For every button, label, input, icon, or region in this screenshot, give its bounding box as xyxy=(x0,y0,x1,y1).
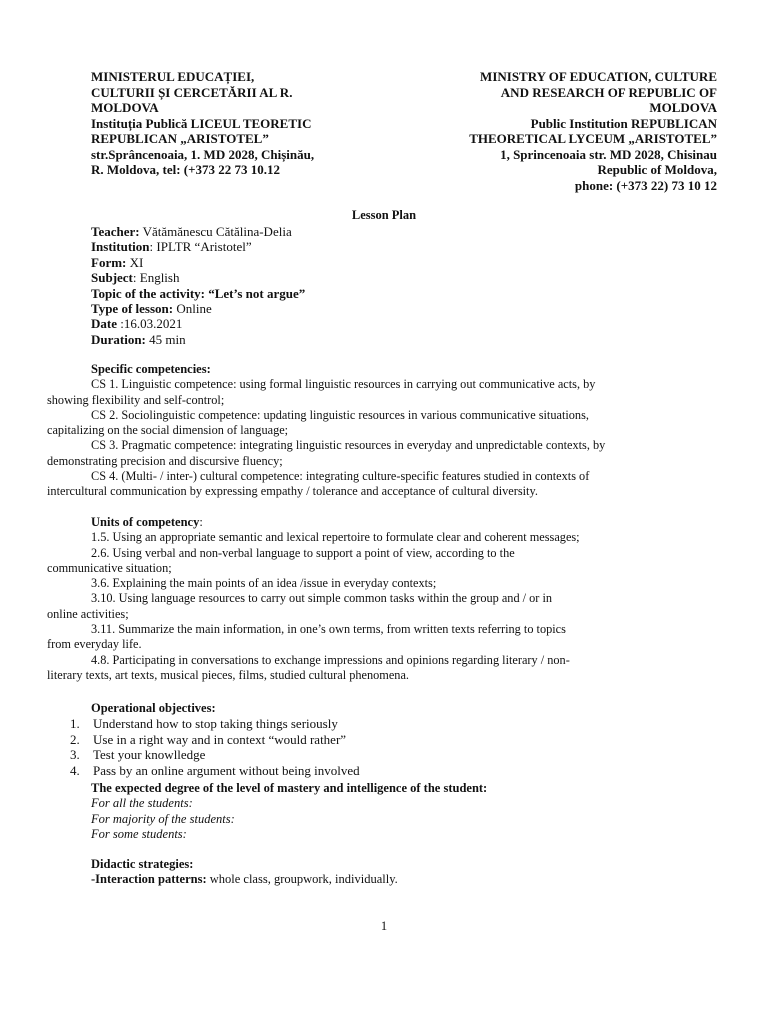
item-first-line: 1.5. Using an appropriate semantic and lexical repertoire to formulate clear and coherent messages; xyxy=(91,530,580,545)
mastery-line: For majority of the students: xyxy=(91,811,235,826)
list-number: 1. xyxy=(70,716,80,731)
patterns-label: -Interaction patterns: xyxy=(91,872,207,887)
duration-label: Duration: xyxy=(91,331,146,347)
header-right-english xyxy=(397,69,717,193)
type-value: Online xyxy=(173,301,212,317)
interaction-patterns-line xyxy=(91,872,487,887)
date-label: Date xyxy=(91,316,117,332)
item-first-line: 3.11. Summarize the main information, in one’s own terms, from written texts referring to topics xyxy=(91,622,566,637)
unit-item xyxy=(0,530,768,545)
page-title: Lesson Plan xyxy=(351,208,417,222)
item-continuation: online activities; xyxy=(47,606,129,621)
header-right-line: 1, Sprincenoaia str. MD 2028, Chisinau xyxy=(500,146,717,162)
item-first-line: 4.8. Participating in conversations to exchange impressions and opinions regarding literary / non- xyxy=(91,652,570,667)
item-continuation: communicative situation; xyxy=(47,560,172,575)
duration-line xyxy=(91,332,305,347)
form-label: Form: xyxy=(91,254,127,270)
item-first-line: 2.6. Using verbal and non-verbal language to support a point of view, according to the xyxy=(91,545,515,560)
item-continuation: intercultural communication by expressing empathy / tolerance and acceptance of cultural diversity. xyxy=(47,484,538,499)
item-first-line: CS 2. Sociolinguistic competence: updating linguistic resources in various communicative situations, xyxy=(91,407,589,422)
item-continuation: capitalizing on the social dimension of language; xyxy=(47,423,289,438)
item-first-line: 3.6. Explaining the main points of an idea /issue in everyday contexts; xyxy=(91,576,437,591)
institution-line xyxy=(91,239,305,254)
lesson-meta xyxy=(91,224,305,347)
header-left-line: R. Moldova, tel: (+373 22 73 10.12 xyxy=(91,162,281,177)
mastery-and-strategies xyxy=(91,781,487,888)
list-text: Test your knowlledge xyxy=(93,747,206,762)
type-label: Type of lesson: xyxy=(91,301,174,317)
header-left-line: str.Sprâncenoaia, 1. MD 2028, Chișinău, xyxy=(91,146,315,162)
header-right-line: Public Institution REPUBLICAN xyxy=(530,115,717,131)
list-text: Use in a right way and in context “would rather” xyxy=(93,731,347,747)
date-value: :16.03.2021 xyxy=(117,316,183,332)
operational-objectives-heading-row xyxy=(0,701,768,716)
header-right-line: MOLDOVA xyxy=(649,100,717,115)
unit-item xyxy=(0,576,768,591)
list-item xyxy=(70,732,360,748)
form-line xyxy=(91,255,305,270)
header-left-line: CULTURII ȘI CERCETĂRII AL R. xyxy=(91,84,293,100)
item-continuation: demonstrating precision and discursive fluency; xyxy=(47,453,283,468)
mastery-heading: The expected degree of the level of mastery and intelligence of the student: xyxy=(91,781,488,795)
list-number: 2. xyxy=(70,731,80,747)
competency-item xyxy=(0,438,768,469)
teacher-value: Vătămănescu Cătălina-Delia xyxy=(139,224,292,239)
units-heading-text: Units of competency xyxy=(91,515,200,529)
item-continuation: literary texts, art texts, musical pieces, films, studied cultural phenomena. xyxy=(47,667,409,682)
institution-value: : IPLTR “Aristotel” xyxy=(149,239,252,255)
units-heading-colon: : xyxy=(199,515,203,529)
spacer xyxy=(91,842,487,857)
item-first-line: CS 1. Linguistic competence: using formal linguistic resources in carrying out communicative acts, by xyxy=(91,377,596,392)
header-right-line: Republic of Moldova, xyxy=(597,162,717,177)
unit-item xyxy=(0,546,768,577)
unit-item xyxy=(0,653,768,684)
item-continuation: from everyday life. xyxy=(47,637,142,652)
header-right-line: MINISTRY OF EDUCATION, CULTURE xyxy=(480,69,717,84)
patterns-value: whole class, groupwork, individually. xyxy=(206,872,398,887)
header-right-line: phone: (+373 22) 73 10 12 xyxy=(574,177,717,193)
list-item xyxy=(70,763,360,779)
objectives-list xyxy=(70,716,360,778)
competency-item xyxy=(0,469,768,500)
section-heading: Operational objectives: xyxy=(91,701,216,715)
teacher-line xyxy=(91,224,305,239)
list-text: Understand how to stop taking things seriously xyxy=(93,716,338,731)
item-first-line: CS 3. Pragmatic competence: integrating linguistic resources in everyday and unpredictable contexts, by xyxy=(91,438,606,453)
page-number: 1 xyxy=(380,919,388,933)
subject-label: Subject xyxy=(91,270,133,286)
competency-item xyxy=(0,408,768,439)
list-text: Pass by an online argument without being involved xyxy=(93,762,360,778)
mastery-line: For some students: xyxy=(91,826,187,841)
units-of-competency-section xyxy=(0,515,768,683)
strategies-heading: Didactic strategies: xyxy=(91,857,194,872)
item-first-line: 3.10. Using language resources to carry out simple common tasks within the group and / or in xyxy=(91,591,553,606)
list-number: 4. xyxy=(70,762,80,778)
type-line xyxy=(91,301,305,316)
item-continuation: showing flexibility and self-control; xyxy=(47,392,225,407)
specific-competencies-section xyxy=(0,362,768,500)
header-right-line: THEORETICAL LYCEUM „ARISTOTEL” xyxy=(469,131,717,146)
list-number: 3. xyxy=(70,747,80,762)
topic-label: Topic of the activity: “Let’s not argue” xyxy=(91,285,306,301)
header-left-line: MINISTERUL EDUCAȚIEI, xyxy=(91,69,255,84)
header-right-line: AND RESEARCH OF REPUBLIC OF xyxy=(500,84,717,100)
header-left-romanian xyxy=(91,69,381,178)
unit-item xyxy=(0,591,768,622)
mastery-line: For all the students: xyxy=(91,796,193,811)
subject-line xyxy=(91,270,305,285)
teacher-label: Teacher: xyxy=(91,224,140,239)
list-item xyxy=(70,747,360,763)
subject-value: : English xyxy=(132,270,180,286)
duration-value: 45 min xyxy=(145,331,186,347)
header-left-line: MOLDOVA xyxy=(91,100,159,115)
section-heading xyxy=(0,515,768,530)
header-left-line: REPUBLICAN „ARISTOTEL” xyxy=(91,131,269,146)
institution-label: Institution xyxy=(91,239,150,255)
competency-item xyxy=(0,377,768,408)
list-item xyxy=(70,716,360,732)
item-first-line: CS 4. (Multi- / inter-) cultural competence: integrating culture-specific features studied in contexts of xyxy=(91,469,590,484)
date-line xyxy=(91,316,305,331)
unit-item xyxy=(0,622,768,653)
header-left-line: Instituția Publică LICEUL TEORETIC xyxy=(91,115,312,131)
topic-line xyxy=(91,286,305,301)
form-value: XI xyxy=(126,254,144,270)
section-heading: Specific competencies: xyxy=(91,362,211,376)
